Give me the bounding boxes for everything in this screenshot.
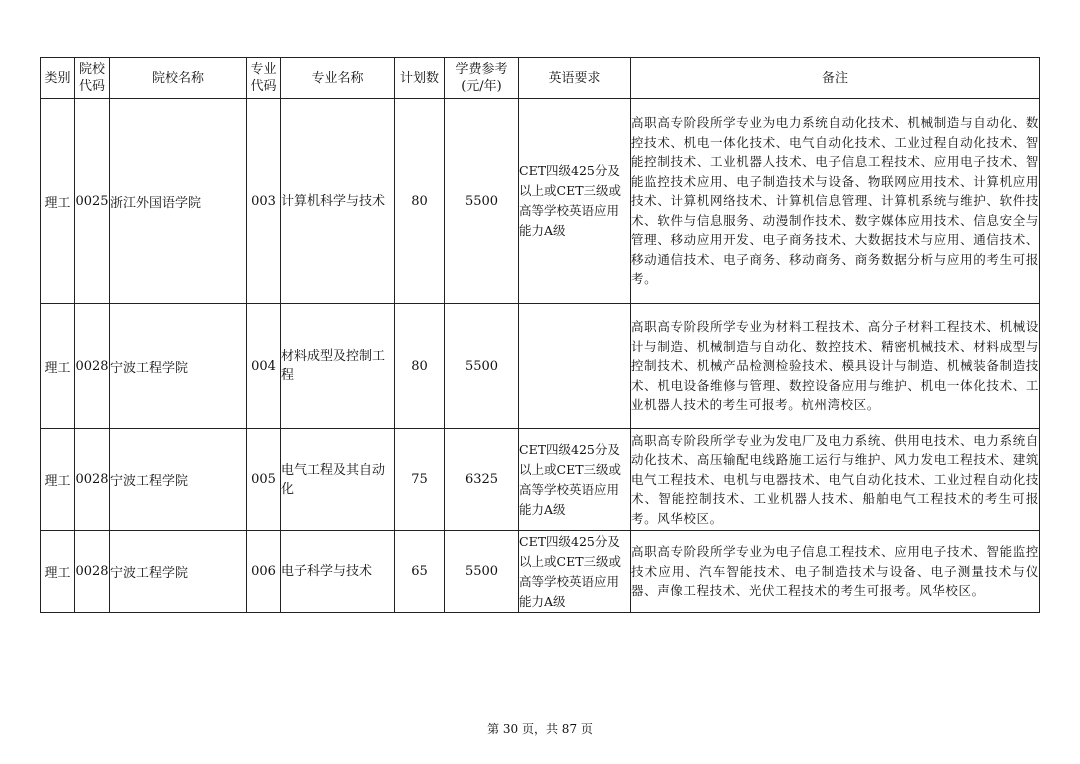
cell-school-name: 宁波工程学院	[110, 304, 247, 429]
page-number-footer: 第 30 页，共 87 页	[487, 722, 593, 736]
cell-tuition: 5500	[445, 99, 519, 304]
cell-english-requirement: CET四级425分及以上或CET三级或高等学校英语应用能力A级	[519, 531, 631, 613]
cell-major-code: 006	[247, 531, 281, 613]
header-tuition-line1: 学费参考	[455, 62, 508, 77]
cell-school-name: 宁波工程学院	[110, 531, 247, 613]
cell-note: 高职高专阶段所学专业为材料工程技术、高分子材料工程技术、机械设计与制造、机械制造与自动化、数控技术、精密机械技术、材料成型与控制技术、机械产品检测检验技术、模具设计与制造、机械装备制造技术、机电设备维修与管理、数控设备应用与维护、机电一体化技术、工业机器人技术的考生可报考。杭州湾校区。	[631, 304, 1040, 429]
cell-school-name: 浙江外国语学院	[110, 99, 247, 304]
cell-tuition: 5500	[445, 304, 519, 429]
table-row	[41, 531, 1040, 613]
cell-major-code: 004	[247, 304, 281, 429]
cell-major-name: 计算机科学与技术	[281, 99, 395, 304]
header-note: 备注	[631, 58, 1040, 99]
table-row	[41, 429, 1040, 531]
header-tuition	[445, 58, 519, 99]
cell-note: 高职高专阶段所学专业为发电厂及电力系统、供用电技术、电力系统自动化技术、高压输配电线路施工运行与维护、风力发电工程技术、建筑电气工程技术、电机与电器技术、电气自动化技术、工业过程自动化技术、智能控制技术、工业机器人技术、船舶电气工程技术的考生可报考。风华校区。	[631, 429, 1040, 531]
cell-major-name: 电子科学与技术	[281, 531, 395, 613]
cell-school-code: 0028	[75, 531, 110, 613]
cell-english-requirement: CET四级425分及以上或CET三级或高等学校英语应用能力A级	[519, 429, 631, 531]
header-row	[41, 58, 1040, 99]
cell-school-code: 0028	[75, 429, 110, 531]
header-school-code-line2: 代码	[78, 79, 105, 94]
header-plan: 计划数	[395, 58, 445, 99]
header-tuition-line2: (元/年)	[461, 79, 502, 94]
cell-major-code: 005	[247, 429, 281, 531]
cell-tuition: 5500	[445, 531, 519, 613]
cell-note: 高职高专阶段所学专业为电子信息工程技术、应用电子技术、智能监控技术应用、汽车智能技术、电子制造技术与设备、电子测量技术与仪器、声像工程技术、光伏工程技术的考生可报考。风华校区。	[631, 531, 1040, 613]
cell-note: 高职高专阶段所学专业为电力系统自动化技术、机械制造与自动化、数控技术、机电一体化技术、电气自动化技术、工业过程自动化技术、智能控制技术、工业机器人技术、电子信息工程技术、应用电子技术、智能监控技术应用、电子制造技术与设备、物联网应用技术、计算机应用技术、计算机网络技术、计算机信息管理、计算机系统与维护、软件技术、软件与信息服务、动漫制作技术、数字媒体应用技术、信息安全与管理、移动应用开发、电子商务技术、大数据技术与应用、通信技术、移动通信技术、电子商务、移动商务、商务数据分析与应用的考生可报考。	[631, 99, 1040, 304]
cell-plan: 65	[395, 531, 445, 613]
header-major-code-line2: 代码	[250, 79, 277, 94]
table-row	[41, 304, 1040, 429]
header-major-code-line1: 专业	[250, 62, 277, 77]
header-english: 英语要求	[519, 58, 631, 99]
cell-school-code: 0028	[75, 304, 110, 429]
cell-english-requirement	[519, 304, 631, 429]
admission-plan-table	[40, 57, 1040, 613]
cell-major-name: 电气工程及其自动化	[281, 429, 395, 531]
cell-school-name: 宁波工程学院	[110, 429, 247, 531]
cell-category: 理工	[41, 99, 75, 304]
header-school-code	[75, 58, 110, 99]
cell-plan: 80	[395, 99, 445, 304]
header-major-code	[247, 58, 281, 99]
table-row	[41, 99, 1040, 304]
cell-category: 理工	[41, 304, 75, 429]
cell-major-code: 003	[247, 99, 281, 304]
cell-category: 理工	[41, 429, 75, 531]
cell-category: 理工	[41, 531, 75, 613]
header-school-name: 院校名称	[110, 58, 247, 99]
header-category: 类别	[41, 58, 75, 99]
cell-tuition: 6325	[445, 429, 519, 531]
header-school-code-line1: 院校	[78, 62, 105, 77]
cell-english-requirement: CET四级425分及以上或CET三级或高等学校英语应用能力A级	[519, 99, 631, 304]
cell-plan: 75	[395, 429, 445, 531]
cell-major-name: 材料成型及控制工程	[281, 304, 395, 429]
cell-school-code: 0025	[75, 99, 110, 304]
header-major-name: 专业名称	[281, 58, 395, 99]
cell-plan: 80	[395, 304, 445, 429]
